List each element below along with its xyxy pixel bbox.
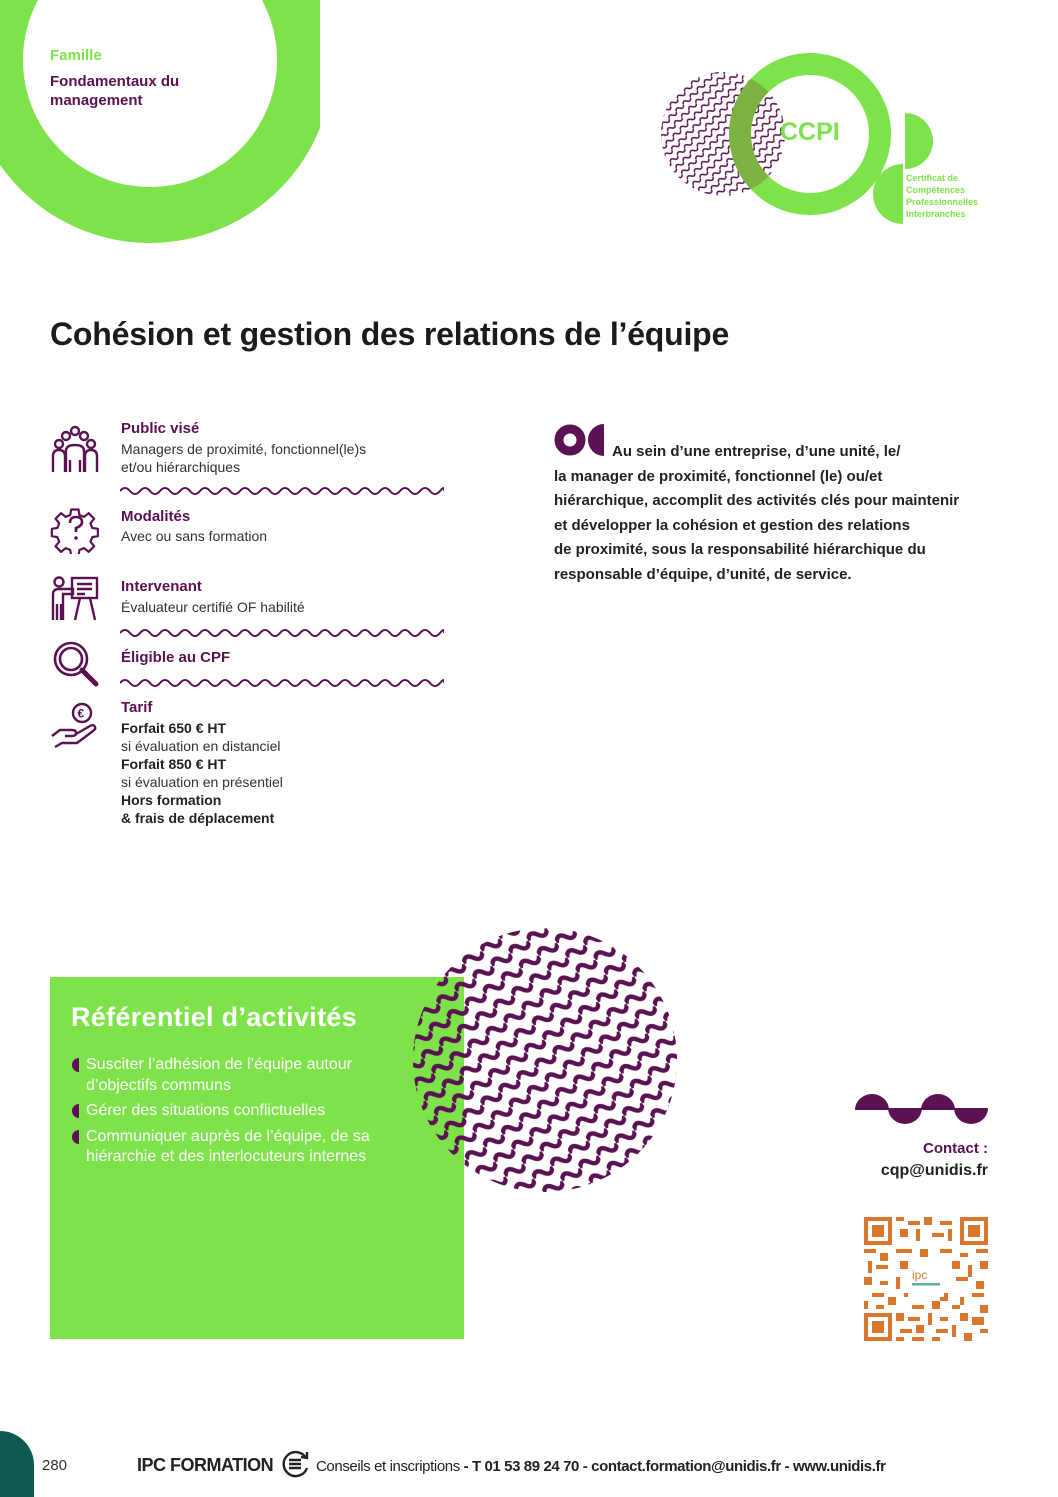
footer-label: Conseils et inscriptions bbox=[316, 1458, 460, 1475]
modalites-title: Modalités bbox=[121, 508, 191, 525]
contact-label: Contact : bbox=[923, 1140, 988, 1157]
list-item-label: Communiquer auprès de l’équipe, de sa hiérarchie et des interlocuteurs internes bbox=[86, 1127, 370, 1165]
wave-ornament-icon bbox=[855, 1094, 989, 1124]
referentiel-title: Référentiel d’activités bbox=[71, 1002, 358, 1032]
ccpi-subtitle-line: Interbranches bbox=[906, 209, 966, 219]
tarif-line: si évaluation en présentiel bbox=[121, 774, 283, 790]
refresh-list-icon bbox=[279, 1448, 311, 1480]
description-line: et développer la cohésion et gestion des relations bbox=[554, 516, 910, 534]
tarif-line: si évaluation en distanciel bbox=[121, 738, 281, 754]
intervenant-text: Évaluateur certifié OF habilité bbox=[121, 599, 305, 615]
footer-website-link[interactable]: - www.unidis.fr bbox=[784, 1458, 886, 1475]
half-circle-bullet-icon bbox=[70, 1058, 79, 1072]
tarif-line: Forfait 650 € HT bbox=[121, 720, 227, 736]
svg-text:ipc: ipc bbox=[912, 1268, 928, 1282]
gear-question-icon bbox=[50, 504, 100, 554]
svg-text:€: € bbox=[77, 706, 85, 721]
tarif-line: Hors formation bbox=[121, 792, 222, 808]
wave-divider bbox=[120, 485, 444, 497]
footer-phone: - T 01 53 89 24 70 bbox=[463, 1458, 579, 1475]
tarif-title: Tarif bbox=[121, 699, 153, 716]
modalites-text: Avec ou sans formation bbox=[121, 528, 268, 544]
description bbox=[554, 440, 994, 588]
decorative-green-ring bbox=[0, 0, 320, 250]
public-line: Managers de proximité, fonctionnel(le)s bbox=[121, 441, 367, 457]
cpf-title: Éligible au CPF bbox=[121, 649, 231, 666]
ccpi-subtitle-line: Compétences bbox=[906, 185, 966, 195]
public-text bbox=[121, 440, 421, 476]
list-item bbox=[70, 1055, 410, 1096]
tarif-line: & frais de déplacement bbox=[121, 810, 275, 826]
magnifier-icon bbox=[50, 639, 100, 689]
ccpi-subtitle bbox=[906, 172, 1016, 220]
footer-brand: IPC FORMATION bbox=[137, 1455, 274, 1475]
tarif-line: Forfait 850 € HT bbox=[121, 756, 227, 772]
description-line: hiérarchique, accomplit des activités clés pour maintenir bbox=[554, 492, 960, 510]
page-title: Cohésion et gestion des relations de l’équipe bbox=[50, 316, 730, 352]
family-label: Famille bbox=[50, 47, 102, 64]
referentiel-list bbox=[70, 1055, 410, 1173]
page-number: 280 bbox=[42, 1457, 68, 1474]
list-item-label: Susciter l’adhésion de l’équipe autour d’objectifs communs bbox=[86, 1056, 352, 1094]
family-name: Fondamentaux du management bbox=[50, 73, 180, 109]
description-line: responsable d’équipe, d’unité, de service. bbox=[554, 565, 852, 583]
half-circle-bullet-icon bbox=[70, 1130, 79, 1144]
intervenant-title: Intervenant bbox=[121, 578, 202, 595]
contact-email-link[interactable]: cqp@unidis.fr bbox=[880, 1162, 988, 1179]
public-line: et/ou hiérarchiques bbox=[121, 459, 241, 475]
list-item bbox=[70, 1101, 410, 1122]
page-corner-tab bbox=[0, 1431, 34, 1497]
ccpi-subtitle-line: Professionnelles bbox=[906, 197, 979, 207]
qr-code-image[interactable] bbox=[864, 1217, 988, 1341]
presenter-board-icon bbox=[50, 574, 100, 624]
ccpi-subtitle-line: Certificat de bbox=[906, 173, 959, 183]
footer-email-link[interactable]: - contact.formation@unidis.fr bbox=[582, 1458, 781, 1475]
public-title: Public visé bbox=[121, 420, 200, 437]
people-group-icon bbox=[50, 424, 100, 474]
hand-euro-icon bbox=[50, 700, 100, 750]
wave-divider bbox=[120, 677, 444, 689]
list-item-label: Gérer des situations conflictuelles bbox=[86, 1102, 326, 1119]
tarif-details bbox=[121, 719, 421, 827]
footer-contact bbox=[316, 1458, 886, 1475]
wave-divider bbox=[120, 627, 444, 639]
description-line: la manager de proximité, fonctionnel (le) ou/et bbox=[554, 467, 883, 485]
half-circle-bullet-icon bbox=[70, 1104, 79, 1118]
description-line: de proximité, sous la responsabilité hiérarchique du bbox=[554, 541, 926, 559]
list-item bbox=[70, 1127, 410, 1168]
decorative-wave-circle bbox=[410, 925, 680, 1195]
ccpi-acronym: CCPI bbox=[780, 118, 840, 146]
description-line: Au sein d’une entreprise, d’une unité, le/ bbox=[612, 443, 901, 460]
